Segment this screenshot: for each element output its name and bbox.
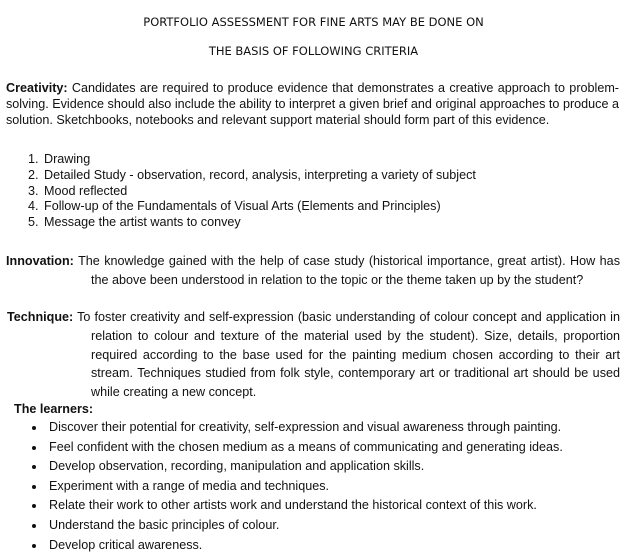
creativity-text: Candidates are required to produce evidence that demonstrates a creative approach to problem-solving. Evidence should also include the ability to interpret a given brief and original approaches to produce a solution. Sketchbooks, notebooks and relevant support material should form part of this evidence.	[6, 81, 620, 128]
technique-paragraph	[7, 308, 620, 402]
list-item: 2. Detailed Study - observation, record, analysis, interpreting a variety of subject	[42, 168, 627, 184]
list-item: • Understand the basic principles of colour.	[46, 516, 626, 536]
list-item: • Develop observation, recording, manipulation and application skills.	[46, 457, 626, 477]
list-item: • Experiment with a range of media and techniques.	[46, 477, 626, 497]
list-item: • Relate their work to other artists work and understand the historical context of this work.	[46, 496, 626, 516]
list-item: • Develop critical awareness.	[46, 536, 626, 555]
learners-heading: The learners:	[14, 402, 94, 416]
innovation-text: The knowledge gained with the help of case study (historical importance, great artist). How has the above been understood in relation to the topic or the theme taken up by the student?	[78, 254, 620, 287]
document-title-line-1: PORTFOLIO ASSESSMENT FOR FINE ARTS MAY BE DONE ON	[143, 15, 484, 29]
list-item: • Feel confident with the chosen medium as a means of communicating and generating ideas.	[46, 438, 626, 458]
list-item: 5. Message the artist wants to convey	[42, 215, 627, 231]
learners-list	[28, 418, 626, 555]
creativity-criteria-list	[20, 152, 627, 231]
innovation-paragraph	[6, 252, 620, 290]
list-item: 1. Drawing	[42, 152, 627, 168]
list-item: 4. Follow-up of the Fundamentals of Visual Arts (Elements and Principles)	[42, 199, 627, 215]
creativity-paragraph	[6, 80, 619, 129]
list-item: 3. Mood reflected	[42, 184, 627, 200]
innovation-label: Innovation:	[6, 254, 74, 268]
creativity-label: Creativity:	[6, 81, 68, 95]
list-item: • Discover their potential for creativity, self-expression and visual awareness through painting.	[46, 418, 626, 438]
technique-text: To foster creativity and self-expression (basic understanding of colour concept and application in relation to colour and texture of the material used by the student). Size, details, proportion required according to the base used for the painting medium chosen according to their art stream. Techniques studied from folk style, contemporary art or traditional art should be used while creating a new concept.	[77, 310, 620, 400]
document-title-line-2: THE BASIS OF FOLLOWING CRITERIA	[208, 44, 419, 58]
technique-label: Technique:	[7, 310, 74, 324]
